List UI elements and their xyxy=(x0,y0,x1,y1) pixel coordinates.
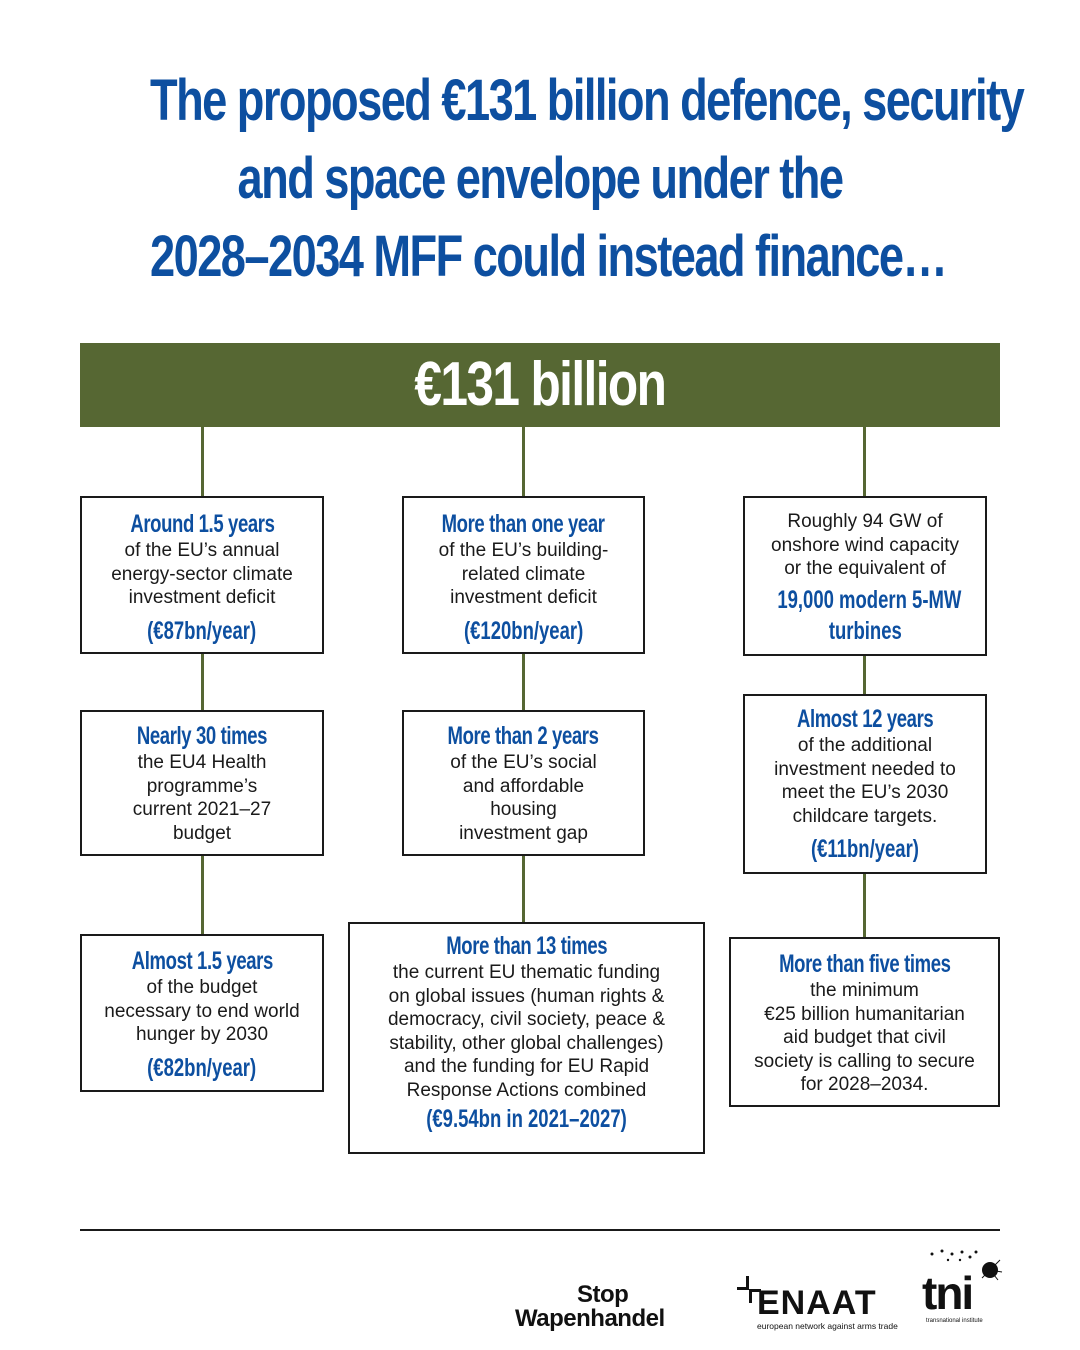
box-text-line: of the EU’s social xyxy=(450,752,597,773)
box-text-line: the minimum xyxy=(810,980,919,1001)
box-text-line: onshore wind capacity xyxy=(771,534,959,556)
box-text-line: investment gap xyxy=(459,822,588,844)
box-text-line: childcare targets. xyxy=(792,805,938,827)
enaat-tagline: european network against arms trade xyxy=(757,1321,898,1331)
total-banner-label: €131 billion xyxy=(414,350,666,419)
box-headline: Almost 1.5 years xyxy=(131,947,273,975)
box-text-line: investment needed to xyxy=(774,758,956,780)
box-text-line: housing xyxy=(490,799,557,820)
box-text-line: programme’s xyxy=(146,775,258,797)
info-box-world-hunger xyxy=(80,934,324,1092)
box-headline: Almost 12 years xyxy=(796,705,934,733)
box-text-line: budget xyxy=(172,822,232,844)
box-text-line: of the EU’s building- xyxy=(438,540,609,561)
box-text-line: necessary to end world xyxy=(104,1000,300,1022)
box-text-line: current 2021–27 xyxy=(132,799,272,820)
title-line-1: The proposed €131 billion defence, security xyxy=(150,68,1024,133)
tni-tagline: transnational institute xyxy=(926,1318,983,1324)
box-text-line: energy-sector climate xyxy=(111,563,293,585)
box-text-line: Response Actions combined xyxy=(406,1079,647,1101)
box-text-line: of the budget xyxy=(146,977,258,998)
box-text-line: stability, other global challenges) xyxy=(389,1032,664,1054)
box-headline: More than five times xyxy=(778,950,951,978)
box-text-line: investment deficit xyxy=(128,587,276,608)
box-text-line: the current EU thematic funding xyxy=(392,962,661,983)
box-text-line: society is calling to secure xyxy=(754,1050,975,1072)
box-text-line: related climate xyxy=(461,563,586,585)
box-text-line: democracy, civil society, peace & xyxy=(387,1009,665,1030)
info-box-eu4health xyxy=(80,710,324,856)
total-banner xyxy=(80,343,1000,427)
box-text-line: Roughly 94 GW of xyxy=(787,511,943,532)
box-text-line: €25 billion humanitarian xyxy=(764,1003,965,1025)
box-headline: More than one year xyxy=(442,510,605,538)
box-text-line: and affordable xyxy=(462,775,585,797)
box-amount: turbines xyxy=(828,616,902,645)
box-text-line: or the equivalent of xyxy=(784,558,946,579)
box-text-line: for 2028–2034. xyxy=(800,1074,929,1095)
stop-wapenhandel-logo: Stop Wapenhandel xyxy=(515,1281,665,1332)
box-text-line: hunger by 2030 xyxy=(135,1024,269,1045)
box-text-line: of the EU’s annual xyxy=(124,540,280,561)
info-box-humanitarian-aid xyxy=(729,937,1000,1107)
connector-line xyxy=(863,873,866,938)
box-headline: More than 2 years xyxy=(447,722,600,750)
box-amount: (€9.54bn in 2021–2027) xyxy=(426,1105,627,1133)
connector-line xyxy=(522,653,525,711)
box-text-line: aid budget that civil xyxy=(783,1027,946,1048)
info-box-global-issues xyxy=(348,922,705,1154)
connector-line xyxy=(863,655,866,695)
box-text-line: investment deficit xyxy=(450,587,597,608)
box-text-line: on global issues (human rights & xyxy=(388,985,665,1007)
box-amount: (€11bn/year) xyxy=(811,835,919,863)
box-headline: Around 1.5 years xyxy=(129,510,275,538)
box-text-line: meet the EU’s 2030 xyxy=(781,782,949,803)
box-text-line: the EU4 Health xyxy=(137,752,267,773)
box-headline: More than 13 times xyxy=(446,932,607,960)
page-title xyxy=(150,62,1024,296)
tni-wordmark: tni xyxy=(922,1267,973,1319)
box-text-line: and the funding for EU Rapid xyxy=(403,1056,650,1077)
enaat-wordmark: ENAAT xyxy=(757,1284,877,1322)
box-text-line: of the additional xyxy=(797,735,933,756)
connector-line xyxy=(201,427,204,497)
box-amount: 19,000 modern 5-MW xyxy=(777,585,962,614)
connector-line xyxy=(522,427,525,497)
title-line-2: and space envelope under the xyxy=(237,146,843,211)
connector-line xyxy=(201,855,204,935)
info-box-wind-capacity xyxy=(743,496,987,656)
tni-logo xyxy=(922,1248,1012,1328)
title-line-3: 2028–2034 MFF could instead finance… xyxy=(150,224,947,289)
info-box-childcare xyxy=(743,694,987,874)
connector-line xyxy=(201,653,204,711)
info-box-building-climate xyxy=(402,496,645,654)
footer-divider xyxy=(80,1229,1000,1231)
info-box-housing xyxy=(402,710,645,856)
box-headline: Nearly 30 times xyxy=(136,722,268,750)
box-amount: (€82bn/year) xyxy=(147,1053,257,1082)
connector-line xyxy=(522,855,525,924)
box-amount: (€87bn/year) xyxy=(147,616,257,645)
info-box-energy-climate xyxy=(80,496,324,654)
box-amount: (€120bn/year) xyxy=(463,616,584,645)
connector-line xyxy=(863,427,866,497)
